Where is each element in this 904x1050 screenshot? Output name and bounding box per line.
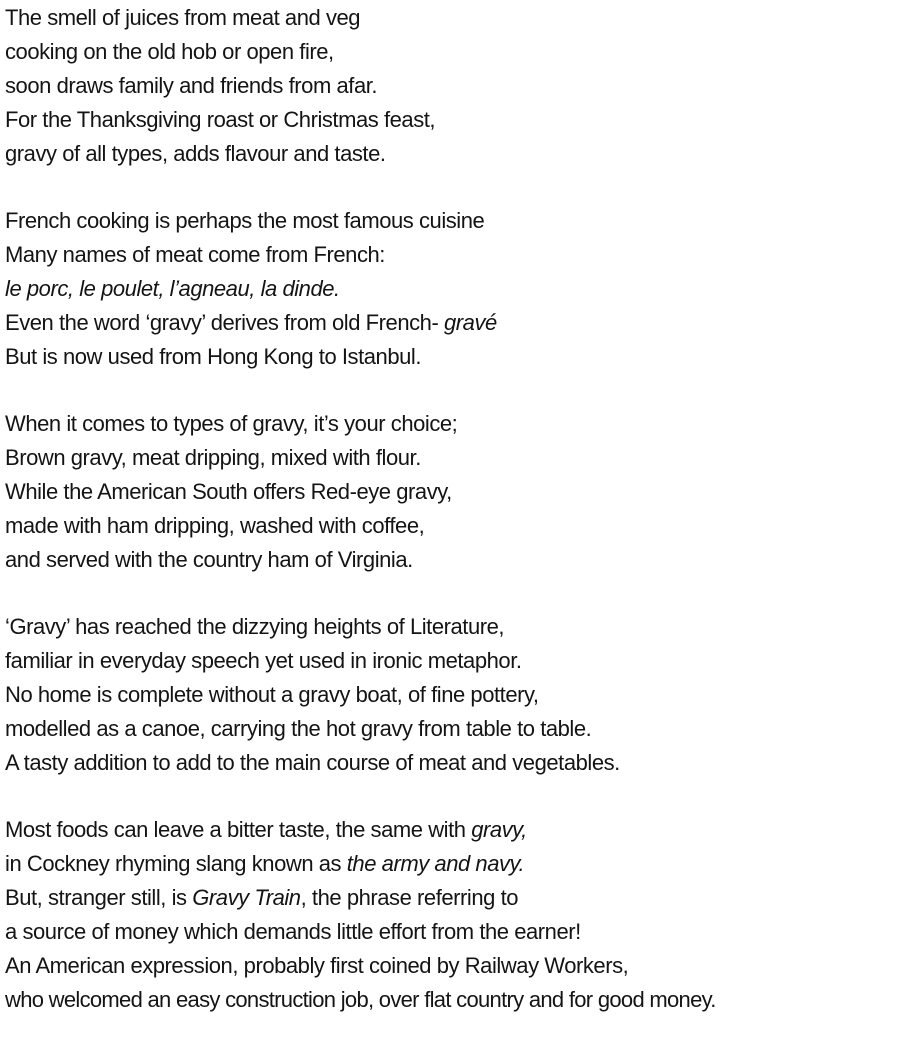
poem-line <box>5 340 900 374</box>
poem <box>5 1 900 1050</box>
stanza-2 <box>5 204 900 374</box>
line-text: But is now used from Hong Kong to Istanbul. <box>5 344 422 369</box>
stanza-5 <box>5 813 900 1017</box>
line-text: Many names of meat come from French: <box>5 242 385 267</box>
poem-line <box>5 103 900 137</box>
line-text: For the Thanksgiving roast or Christmas feast, <box>5 107 436 132</box>
line-text: Most foods can leave a bitter taste, the same with <box>5 817 472 842</box>
line-text-italic: gravy, <box>471 817 527 842</box>
line-text: French cooking is perhaps the most famous cuisine <box>5 208 485 233</box>
line-text: cooking on the old hob or open fire, <box>5 39 334 64</box>
line-text: ‘Gravy’ has reached the dizzying heights of Literature, <box>5 614 505 639</box>
poem-line <box>5 949 900 983</box>
line-text: No home is complete without a gravy boat, of fine pottery, <box>5 682 539 707</box>
poem-line <box>5 881 900 915</box>
poem-line <box>5 137 900 171</box>
poem-line <box>5 407 900 441</box>
line-text: While the American South offers Red-eye gravy, <box>5 479 452 504</box>
line-text: Brown gravy, meat dripping, mixed with flour. <box>5 445 421 470</box>
line-text: , the phrase referring to <box>300 885 519 910</box>
poem-line <box>5 306 900 340</box>
stanza-4 <box>5 610 900 780</box>
line-text-italic: Gravy Train <box>192 885 301 910</box>
poem-line <box>5 272 900 306</box>
line-text: An American expression, probably first coined by Railway Workers, <box>5 953 629 978</box>
line-text: gravy of all types, adds flavour and taste. <box>5 141 386 166</box>
poem-line <box>5 712 900 746</box>
line-text-italic: gravé <box>444 310 497 335</box>
poem-line <box>5 847 900 881</box>
poem-line <box>5 983 900 1017</box>
line-text: and served with the country ham of Virginia. <box>5 547 413 572</box>
poem-line <box>5 678 900 712</box>
line-text: a source of money which demands little effort from the earner! <box>5 919 581 944</box>
line-text: Even the word ‘gravy’ derives from old French- <box>5 310 444 335</box>
poem-line <box>5 1 900 35</box>
line-text: made with ham dripping, washed with coffee, <box>5 513 425 538</box>
line-text: who welcomed an easy construction job, over flat country and for good money. <box>5 987 716 1012</box>
line-text: soon draws family and friends from afar. <box>5 73 378 98</box>
poem-line <box>5 475 900 509</box>
poem-line <box>5 543 900 577</box>
line-text: modelled as a canoe, carrying the hot gravy from table to table. <box>5 716 592 741</box>
poem-line <box>5 238 900 272</box>
poem-line <box>5 204 900 238</box>
poem-line <box>5 441 900 475</box>
poem-line <box>5 509 900 543</box>
line-text-italic: le porc, le poulet, l’agneau, la dinde. <box>5 276 340 301</box>
stanza-1 <box>5 1 900 171</box>
poem-line <box>5 915 900 949</box>
poem-line <box>5 644 900 678</box>
line-text-italic: the army and navy. <box>346 851 525 876</box>
poem-line <box>5 610 900 644</box>
poem-line <box>5 35 900 69</box>
line-text: familiar in everyday speech yet used in ironic metaphor. <box>5 648 522 673</box>
poem-line <box>5 813 900 847</box>
line-text: But, stranger still, is <box>5 885 193 910</box>
stanza-3 <box>5 407 900 577</box>
line-text: When it comes to types of gravy, it’s your choice; <box>5 411 458 436</box>
poem-line <box>5 746 900 780</box>
line-text: The smell of juices from meat and veg <box>5 5 361 30</box>
line-text: in Cockney rhyming slang known as <box>5 851 347 876</box>
poem-line <box>5 69 900 103</box>
line-text: A tasty addition to add to the main course of meat and vegetables. <box>5 750 620 775</box>
